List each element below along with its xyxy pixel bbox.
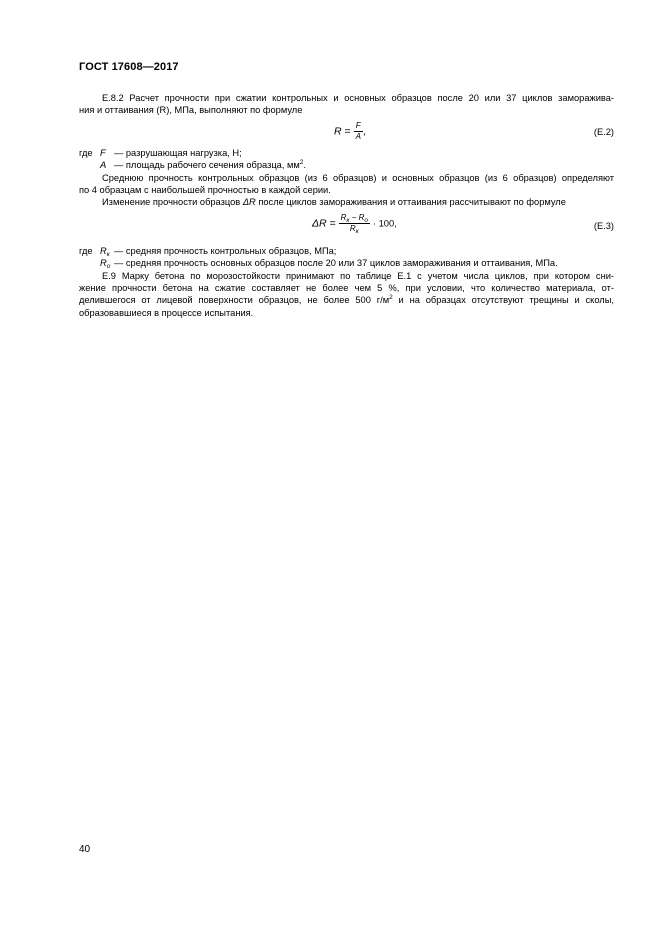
- where-e3-row-1: [79, 245, 614, 257]
- paragraph-average-line-1: Среднюю прочность контрольных образцов (из 6 образцов) и основных образцов (из 6 образцов) определяют: [102, 172, 614, 183]
- where-e2-label: где: [79, 147, 93, 158]
- formula-e3-denominator: $R_к$: [349, 223, 359, 235]
- formula-e3-multiplier: · 100,: [372, 218, 397, 229]
- clause-e82-line-2: ния и оттаивания (R), МПа, выполняют по формуле: [79, 105, 303, 116]
- formula-e3-fraction: [339, 213, 370, 234]
- clause-e82: [79, 92, 614, 117]
- where-e2-desc-2: — площадь рабочего сечения образца, $мм^2$.: [114, 159, 306, 171]
- formula-e2-fraction: [354, 121, 363, 142]
- formula-e2-number: (Е.2): [593, 126, 614, 137]
- formula-e3-equals: =: [329, 217, 336, 230]
- where-e3-symbol-1: $R_к$: [100, 245, 110, 258]
- where-e3-symbol-2: $R_о$: [100, 258, 111, 271]
- formula-e2-comma: ,: [362, 125, 366, 138]
- where-e2-row-2: [79, 159, 614, 171]
- where-e2-symbol-2: A: [100, 160, 107, 171]
- clause-e9-line-2: жение прочности бетона на сжатие составляет не более чем 5 %, при условии, что количество материала, от-: [79, 283, 614, 293]
- document-header: ГОСТ 17608—2017: [79, 61, 179, 73]
- where-e3-desc-2: — средняя прочность основных образцов после 20 или 37 циклов замораживания и оттаивания, МПа.: [114, 258, 558, 269]
- where-e3-desc-1: — средняя прочность контрольных образцов, МПа;: [114, 245, 337, 256]
- paragraph-strength-change: Изменение прочности образцов ΔR после циклов замораживания и оттаивания рассчитывают по формуле: [102, 197, 566, 208]
- formula-e2-equals: =: [344, 125, 351, 138]
- clause-e9-line-3: делившегося от лицевой поверхности образцов, не более 500 $г/м^2$ и на образцах отсутствуют трещины и сколы,: [79, 294, 614, 306]
- where-e2-desc-1: — разрушающая нагрузка, Н;: [114, 147, 242, 158]
- paragraph-average-strength: [79, 172, 614, 197]
- clause-e82-line-1: Е.8.2 Расчет прочности при сжатии контрольных и основных образцов после 20 или 37 циклов заморажива-: [102, 93, 614, 103]
- paragraph-average-line-2: по 4 образцам с наибольшей прочностью в каждой серии.: [79, 185, 331, 195]
- formula-e3: [79, 209, 614, 245]
- formula-e3-lhs: ΔR: [312, 217, 327, 230]
- delta-r-symbol: ΔR: [242, 197, 256, 208]
- formula-e2-numerator: F: [355, 120, 361, 130]
- formula-e2: [79, 117, 614, 147]
- where-e3-row-2: [79, 257, 614, 269]
- clause-e9-line-1: Е.9 Марку бетона по морозостойкости принимают по таблице Е.1 с учетом числа циклов, при котором сни-: [102, 270, 614, 281]
- formula-e2-denominator: A: [355, 131, 361, 141]
- formula-e2-expression: [334, 121, 366, 142]
- formula-e3-number: (Е.3): [593, 220, 614, 231]
- where-e2-row-1: [79, 147, 614, 159]
- clause-e9-line-4: образовавшиеся в процессе испытания.: [79, 307, 254, 318]
- clause-e9: [79, 270, 614, 320]
- page-number: 40: [79, 844, 91, 855]
- formula-e3-expression: [312, 213, 397, 234]
- formula-e2-lhs: R: [334, 125, 342, 138]
- where-e3-label: где: [79, 245, 93, 256]
- formula-e3-numerator: $R_к - R_о$: [340, 212, 369, 224]
- where-e2-symbol-1: F: [100, 147, 106, 158]
- page-content: [79, 92, 614, 319]
